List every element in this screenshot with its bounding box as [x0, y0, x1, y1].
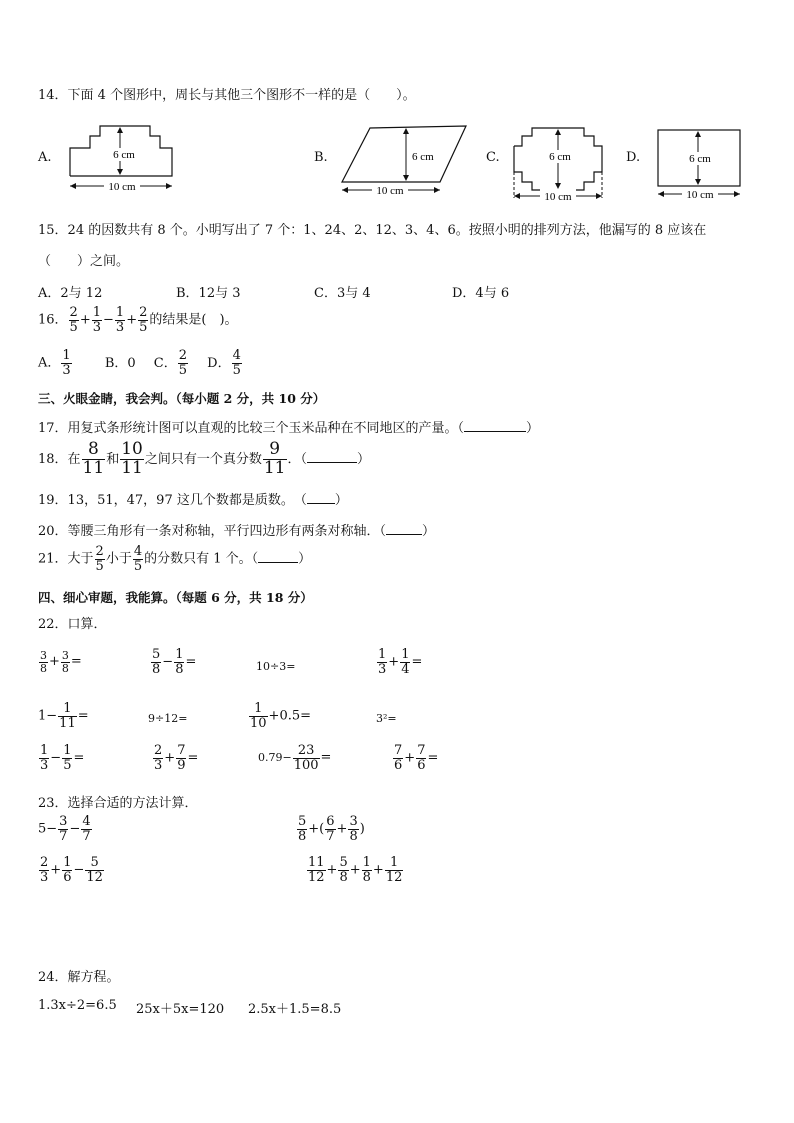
q16-option-a-label: A．: [38, 355, 61, 371]
q22-c1: $\frac{1}{3}$ − $\frac{1}{5}$ =: [40, 743, 85, 773]
q15-option-b: B．12与 3: [176, 286, 241, 301]
q17-close: ）: [526, 421, 540, 436]
q24-title: 24．解方程。: [38, 970, 120, 985]
q22-a3: 10÷3=: [256, 660, 296, 673]
q22-c4-frac2: $\frac{7}{6}$: [417, 743, 426, 773]
q23-e3-frac2: $\frac{1}{6}$: [63, 855, 72, 885]
q17-text: 17．用复式条形统计图可以直观的比较三个玉米品种在不同地区的产量。（: [38, 421, 465, 436]
q16-frac-4: $\frac{2}{5}$: [139, 305, 148, 335]
q18-frac-1: $\frac{8}{11}$: [82, 439, 105, 478]
q19-text: 19．13，51，47，97 这几个数都是质数。 （: [38, 493, 307, 508]
section4-heading: 四、细心审题，我能算。（每题 6 分，共 18 分）: [38, 590, 313, 605]
q16-option-d-label: D．: [207, 355, 231, 371]
q16-suffix: 的结果是( )。: [149, 312, 238, 328]
q16-prefix: 16．: [38, 312, 68, 328]
q18-mid1: 和: [106, 451, 120, 467]
q18-mid2: 之间只有一个真分数: [144, 451, 262, 467]
q14-figure-d: [652, 124, 748, 200]
q14-a-height: 6 cm: [113, 149, 135, 161]
q22-c3-frac1: $\frac{23}{100}$: [293, 743, 319, 773]
q23-e4-frac3: $\frac{1}{8}$: [362, 855, 371, 885]
q24-eq-1: 1.3x÷2=6.5: [38, 998, 117, 1013]
q16-option-b: B．0: [104, 355, 136, 371]
q22-b3-frac1: $\frac{1}{10}$: [250, 701, 267, 731]
q18-prefix: 18．在: [38, 451, 81, 467]
q22-a4-frac1: $\frac{1}{3}$: [378, 647, 387, 677]
q21-suffix: 的分数只有 1 个。（: [144, 551, 259, 567]
q18: [38, 441, 370, 478]
q23-e2-frac1: $\frac{5}{8}$: [298, 814, 307, 844]
q14-option-a-label: A.: [38, 150, 52, 165]
q22-b3: $\frac{1}{10}$ +0.5=: [250, 701, 312, 731]
q14-figure-b: [336, 120, 472, 200]
q22-a1-frac1: $\frac{3}{8}$: [40, 649, 47, 675]
q16-option-d-frac: $\frac{4}{5}$: [232, 348, 241, 378]
q16-options: [38, 349, 243, 377]
q18-suffix: ．（: [287, 451, 308, 467]
q14-option-b-label: B.: [314, 150, 328, 165]
q14-c-width: 10 cm: [544, 191, 572, 203]
q22-c1-frac1: $\frac{1}{3}$: [40, 743, 49, 773]
q16-op-3: +: [126, 312, 138, 328]
q16-option-c-label: C．: [153, 355, 177, 371]
q23-expr-3: $\frac{2}{3}$ + $\frac{1}{6}$ − $\frac{5}{12}$: [40, 855, 103, 885]
q23-e2-frac2: $\frac{6}{7}$: [326, 814, 335, 844]
q22-a1-frac2: $\frac{3}{8}$: [61, 649, 69, 675]
q22-a4: $\frac{1}{3}$ + $\frac{1}{4}$ =: [378, 647, 423, 677]
q22-a2-frac1: $\frac{5}{8}$: [152, 647, 161, 677]
q22-b1: 1− $\frac{1}{11}$ =: [38, 701, 89, 731]
q14-option-d-label: D.: [626, 150, 641, 165]
q20-text: 20．等腰三角形有一条对称轴，平行四边形有两条对称轴．（: [38, 524, 387, 539]
q16-op-2: −: [103, 312, 114, 328]
q14-d-height: 6 cm: [689, 153, 711, 165]
q23-e4-frac4: $\frac{1}{12}$: [385, 855, 403, 885]
q21-frac-2: $\frac{4}{5}$: [133, 544, 143, 574]
q23-e3-frac3: $\frac{5}{12}$: [86, 855, 103, 885]
q22-a2: $\frac{5}{8}$ − $\frac{1}{8}$ =: [152, 647, 197, 677]
q14-option-c-label: C.: [486, 150, 500, 165]
q21-close: ）: [298, 551, 312, 567]
q22-a4-frac2: $\frac{1}{4}$: [401, 647, 410, 677]
q23-e2-frac3: $\frac{3}{8}$: [349, 814, 358, 844]
q22-c2-frac2: $\frac{7}{9}$: [177, 743, 186, 773]
q19-answer-blank[interactable]: [307, 503, 335, 504]
q15-option-c: C．3与 4: [314, 286, 371, 301]
q23-e4-frac1: $\frac{11}{12}$: [308, 855, 325, 885]
q21-answer-blank[interactable]: [258, 562, 298, 563]
q23-e1-frac1: $\frac{3}{7}$: [59, 814, 68, 844]
q16-expression: [38, 306, 238, 334]
q21: [38, 545, 311, 573]
q15-line1: 15．24 的因数共有 8 个。小明写出了 7 个：1、24、2、12、3、4、6。按照小明的排列方法，他漏写的 8 应该在: [38, 223, 707, 238]
q14-b-height: 6 cm: [412, 151, 434, 163]
q14-figure-c: [504, 122, 610, 204]
q14-text: 14．下面 4 个图形中，周长与其他三个图形不一样的是（ ）。: [38, 88, 416, 103]
q17: [38, 417, 539, 436]
q16-frac-3: $\frac{1}{3}$: [115, 305, 125, 335]
q21-prefix: 21．大于: [38, 551, 94, 567]
q15-line2: （ ）之间。: [38, 254, 130, 269]
q14-c-height: 6 cm: [549, 151, 571, 163]
q24-eq-3: 2.5x＋1.5=8.5: [248, 1002, 342, 1017]
q16-frac-1: $\frac{2}{5}$: [69, 305, 78, 335]
q20: [38, 520, 435, 539]
q23-e3-frac1: $\frac{2}{3}$: [40, 855, 49, 885]
q23-expr-2: $\frac{5}{8}$ +( $\frac{6}{7}$ + $\frac{3}{8}$ ): [298, 814, 365, 844]
q20-close: ）: [422, 524, 436, 539]
q16-frac-2: $\frac{1}{3}$: [92, 305, 102, 335]
q23-title: 23．选择合适的方法计算．: [38, 796, 198, 811]
q22-c2: $\frac{2}{3}$ + $\frac{7}{9}$ =: [154, 743, 199, 773]
q15-option-a: A．2与 12: [38, 286, 103, 301]
q22-b4: 3²=: [376, 712, 397, 725]
q24-eq-2: 25x＋5x=120: [136, 1002, 225, 1017]
q18-answer-blank[interactable]: [307, 462, 357, 463]
q19-close: ）: [334, 493, 348, 508]
q22-b2: 9÷12=: [148, 712, 188, 725]
q19: [38, 489, 348, 508]
q23-expr-4: $\frac{11}{12}$ + $\frac{5}{8}$ + $\frac{1}{8}$ + $\frac{1}{12}$: [308, 855, 403, 885]
q22-c1-frac2: $\frac{1}{5}$: [63, 743, 72, 773]
q22-a1: $\frac{3}{8}$ + $\frac{3}{8}$ =: [40, 649, 82, 675]
q18-frac-2: $\frac{10}{11}$: [121, 439, 143, 478]
q23-expr-1: 5− $\frac{3}{7}$ − $\frac{4}{7}$: [38, 814, 91, 844]
q22-a2-frac2: $\frac{1}{8}$: [175, 647, 184, 677]
q21-mid: 小于: [105, 551, 132, 567]
q18-close: ）: [357, 451, 371, 467]
q18-frac-3: $\frac{9}{11}$: [263, 439, 286, 478]
q22-title: 22．口算．: [38, 617, 107, 632]
q23-e4-frac2: $\frac{5}{8}$: [339, 855, 348, 885]
q22-c4: $\frac{7}{6}$ + $\frac{7}{6}$ =: [394, 743, 439, 773]
q14-d-width: 10 cm: [686, 189, 714, 200]
q22-c4-frac1: $\frac{7}{6}$: [394, 743, 403, 773]
q23-e1-frac2: $\frac{4}{7}$: [82, 814, 91, 844]
q16-option-c-frac: $\frac{2}{5}$: [178, 348, 188, 378]
q22-c3: 0.79− $\frac{23}{100}$ =: [258, 743, 332, 773]
q14-b-width: 10 cm: [376, 185, 404, 197]
q21-frac-1: $\frac{2}{5}$: [95, 544, 104, 574]
q14-figure-a: [62, 120, 182, 198]
q15-option-d: D．4与 6: [452, 286, 510, 301]
q22-c2-frac1: $\frac{2}{3}$: [154, 743, 163, 773]
section3-heading: 三、火眼金睛，我会判。（每小题 2 分，共 10 分）: [38, 391, 326, 406]
q17-answer-blank[interactable]: [464, 431, 526, 432]
q20-answer-blank[interactable]: [386, 534, 422, 535]
q16-op-1: +: [79, 312, 91, 328]
q14-a-width: 10 cm: [108, 181, 136, 193]
q22-b1-frac1: $\frac{1}{11}$: [59, 701, 76, 731]
q16-option-a-frac: $\frac{1}{3}$: [62, 348, 71, 378]
